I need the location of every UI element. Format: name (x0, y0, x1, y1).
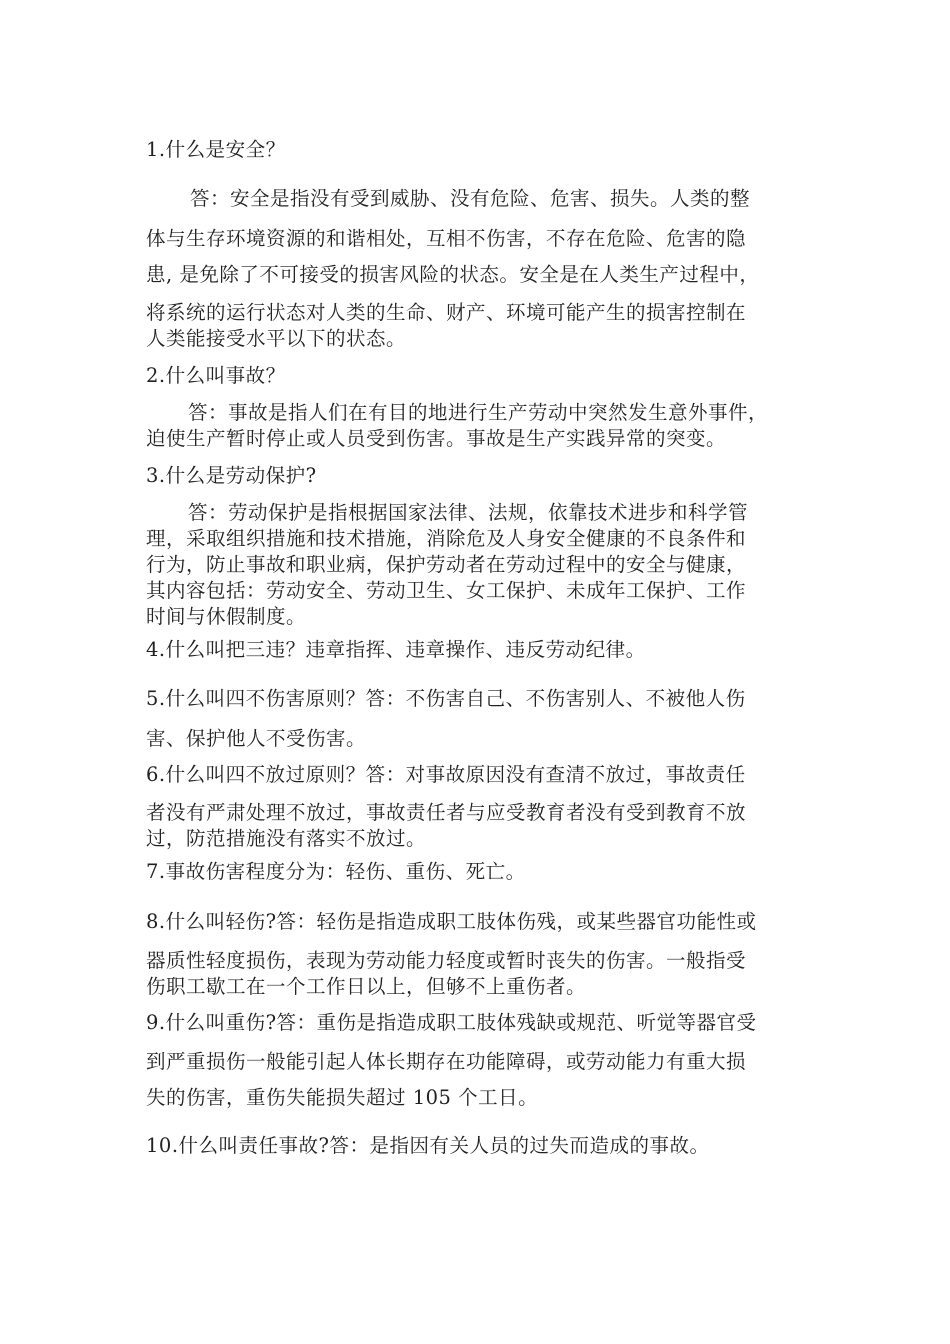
question-4-line: 4.什么叫把三违？违章指挥、违章操作、违反劳动纪律。 (146, 638, 646, 661)
question-5-line: 害、保护他人不受伤害。 (146, 727, 367, 750)
question-5-line: 5.什么叫四不伤害原则？答：不伤害自己、不伤害别人、不被他人伤 (146, 687, 746, 710)
answer-3-line: 行为，防止事故和职业病，保护劳动者在劳动过程中的安全与健康， (146, 553, 747, 576)
answer-1-line: 答：安全是指没有受到威胁、没有危险、危害、损失。人类的整 (190, 187, 751, 210)
answer-1-line: 体与生存环境资源的和谐相处，互相不伤害，不存在危险、危害的隐 (146, 227, 747, 250)
answer-3-line: 时间与休假制度。 (146, 605, 307, 628)
answer-1-line: 患, 是免除了不可接受的损害风险的状态。安全是在人类生产过程中， (146, 263, 760, 286)
question-3-heading: 3.什么是劳动保护? (146, 464, 317, 487)
answer-2-line: 迫使生产暂时停止或人员受到伤害。事故是生产实践异常的突变。 (146, 427, 727, 450)
answer-3-line: 其内容包括：劳动安全、劳动卫生、女工保护、未成年工保护、工作 (146, 579, 747, 602)
answer-3-line: 理，采取组织措施和技术措施，消除危及人身安全健康的不良条件和 (146, 527, 747, 550)
question-6-line: 过，防范措施没有落实不放过。 (146, 827, 427, 850)
question-6-line: 6.什么叫四不放过原则？答：对事故原因没有查清不放过，事故责任 (146, 763, 746, 786)
question-7-line: 7.事故伤害程度分为：轻伤、重伤、死亡。 (146, 860, 526, 883)
question-1-heading: 1.什么是安全？ (146, 138, 286, 161)
question-10-line: 10.什么叫责任事故?答：是指因有关人员的过失而造成的事故。 (146, 1134, 710, 1157)
question-8-line: 器质性轻度损伤，表现为劳动能力轻度或暂时丧失的伤害。一般指受 (146, 949, 747, 972)
question-9-line: 失的伤害，重伤失能损失超过 105 个工日。 (146, 1086, 539, 1109)
answer-3-line: 答：劳动保护是指根据国家法律、法规，依靠技术进步和科学管 (188, 501, 749, 524)
question-9-line: 到严重损伤一般能引起人体长期存在功能障碍，或劳动能力有重大损 (146, 1050, 747, 1073)
answer-1-line: 将系统的运行状态对人类的生命、财产、环境可能产生的损害控制在 (146, 301, 747, 324)
question-8-line: 伤职工歇工在一个工作日以上，但够不上重伤者。 (146, 975, 587, 998)
question-9-line: 9.什么叫重伤?答：重伤是指造成职工肢体残缺或规范、听觉等器官受 (146, 1011, 757, 1034)
answer-2-line: 答：事故是指人们在有目的地进行生产劳动中突然发生意外事件， (188, 401, 769, 424)
question-8-line: 8.什么叫轻伤?答：轻伤是指造成职工肢体伤残，或某些器官功能性或 (146, 910, 757, 933)
answer-1-line: 人类能接受水平以下的状态。 (146, 327, 407, 350)
question-6-line: 者没有严肃处理不放过，事故责任者与应受教育者没有受到教育不放 (146, 801, 747, 824)
question-2-heading: 2.什么叫事故？ (146, 364, 286, 387)
